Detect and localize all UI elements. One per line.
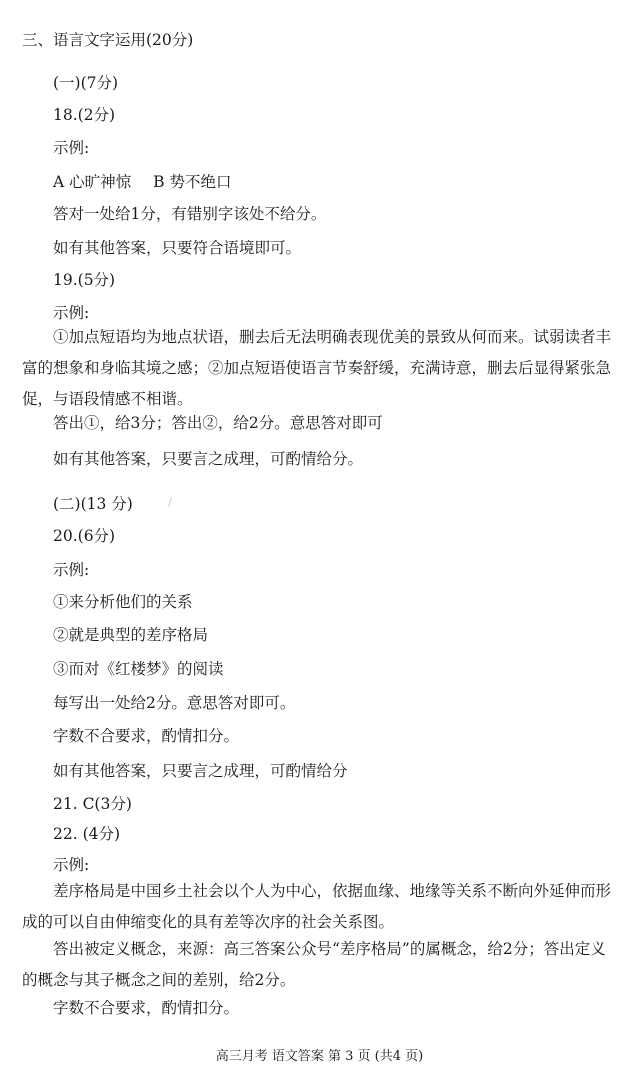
q22-paragraph: 差序格局是中国乡土社会以个人为中心，依据血缘、地缘等关系不断向外延伸而形成的可以自由伸缩变化的具有差等次序的社会关系图。 — [22, 882, 612, 931]
q20-item1: ①来分析他们的关系 — [53, 593, 193, 611]
q20-scoring: 每写出一处给2分。意思答对即可。 — [53, 694, 296, 712]
q18-note2: 如有其他答案，只要符合语境即可。 — [53, 239, 302, 257]
q19-label: 19.(5分) — [53, 271, 116, 289]
q20-note2: 如有其他答案，只要言之成理，可酌情给分 — [53, 762, 348, 780]
q19-paragraph: ①加点短语均为地点状语，删去后无法明确表现优美的景致从何而来。试弱读者丰富的想象和身临其境之感；②加点短语使语言节奏舒缓，充满诗意，删去后显得紧张急促，与语段情感不相谐。 — [22, 328, 612, 408]
q20-example-label: 示例: — [53, 561, 90, 579]
scan-mark: / — [168, 495, 173, 509]
q18-note1: 答对一处给1分，有错别字该处不给分。 — [53, 205, 327, 223]
q20-note1: 字数不合要求，酌情扣分。 — [53, 727, 240, 745]
q22-example-label: 示例: — [53, 856, 90, 874]
q19-note: 如有其他答案，只要言之成理，可酌情给分。 — [53, 450, 364, 468]
q20-item2: ②就是典型的差序格局 — [53, 626, 209, 644]
q21-label: 21. C(3分) — [53, 795, 132, 813]
q20-label: 20.(6分) — [53, 527, 116, 545]
q19-scoring: 答出①，给3分；答出②，给2分。意思答对即可 — [53, 414, 383, 432]
q18-label: 18.(2分) — [53, 106, 116, 124]
q18-answer-a: A 心旷神惊 — [53, 173, 132, 191]
q18-example-label: 示例: — [53, 139, 90, 157]
q22-note: 字数不合要求，酌情扣分。 — [53, 999, 240, 1017]
page-footer: 高三月考 语文答案 第 3 页 (共4 页) — [215, 1049, 424, 1064]
section-title: 三、语言文字运用(20分) — [22, 31, 194, 49]
q18-answer-b: B 势不绝口 — [153, 173, 232, 191]
part1-heading: (一)(7分) — [53, 74, 119, 92]
q19-example-label: 示例: — [53, 304, 90, 322]
q18-answers — [53, 172, 231, 192]
q20-item3: ③而对《红楼梦》的阅读 — [53, 660, 224, 678]
q22-scoring: 答出被定义概念，来源：高三答案公众号“差序格局”的属概念，给2分；答出定义的概念与其子概念之间的差别，给2分。 — [22, 940, 606, 989]
part2-heading: (二)(13 分) — [53, 495, 133, 513]
q22-label: 22. (4分) — [53, 825, 121, 843]
